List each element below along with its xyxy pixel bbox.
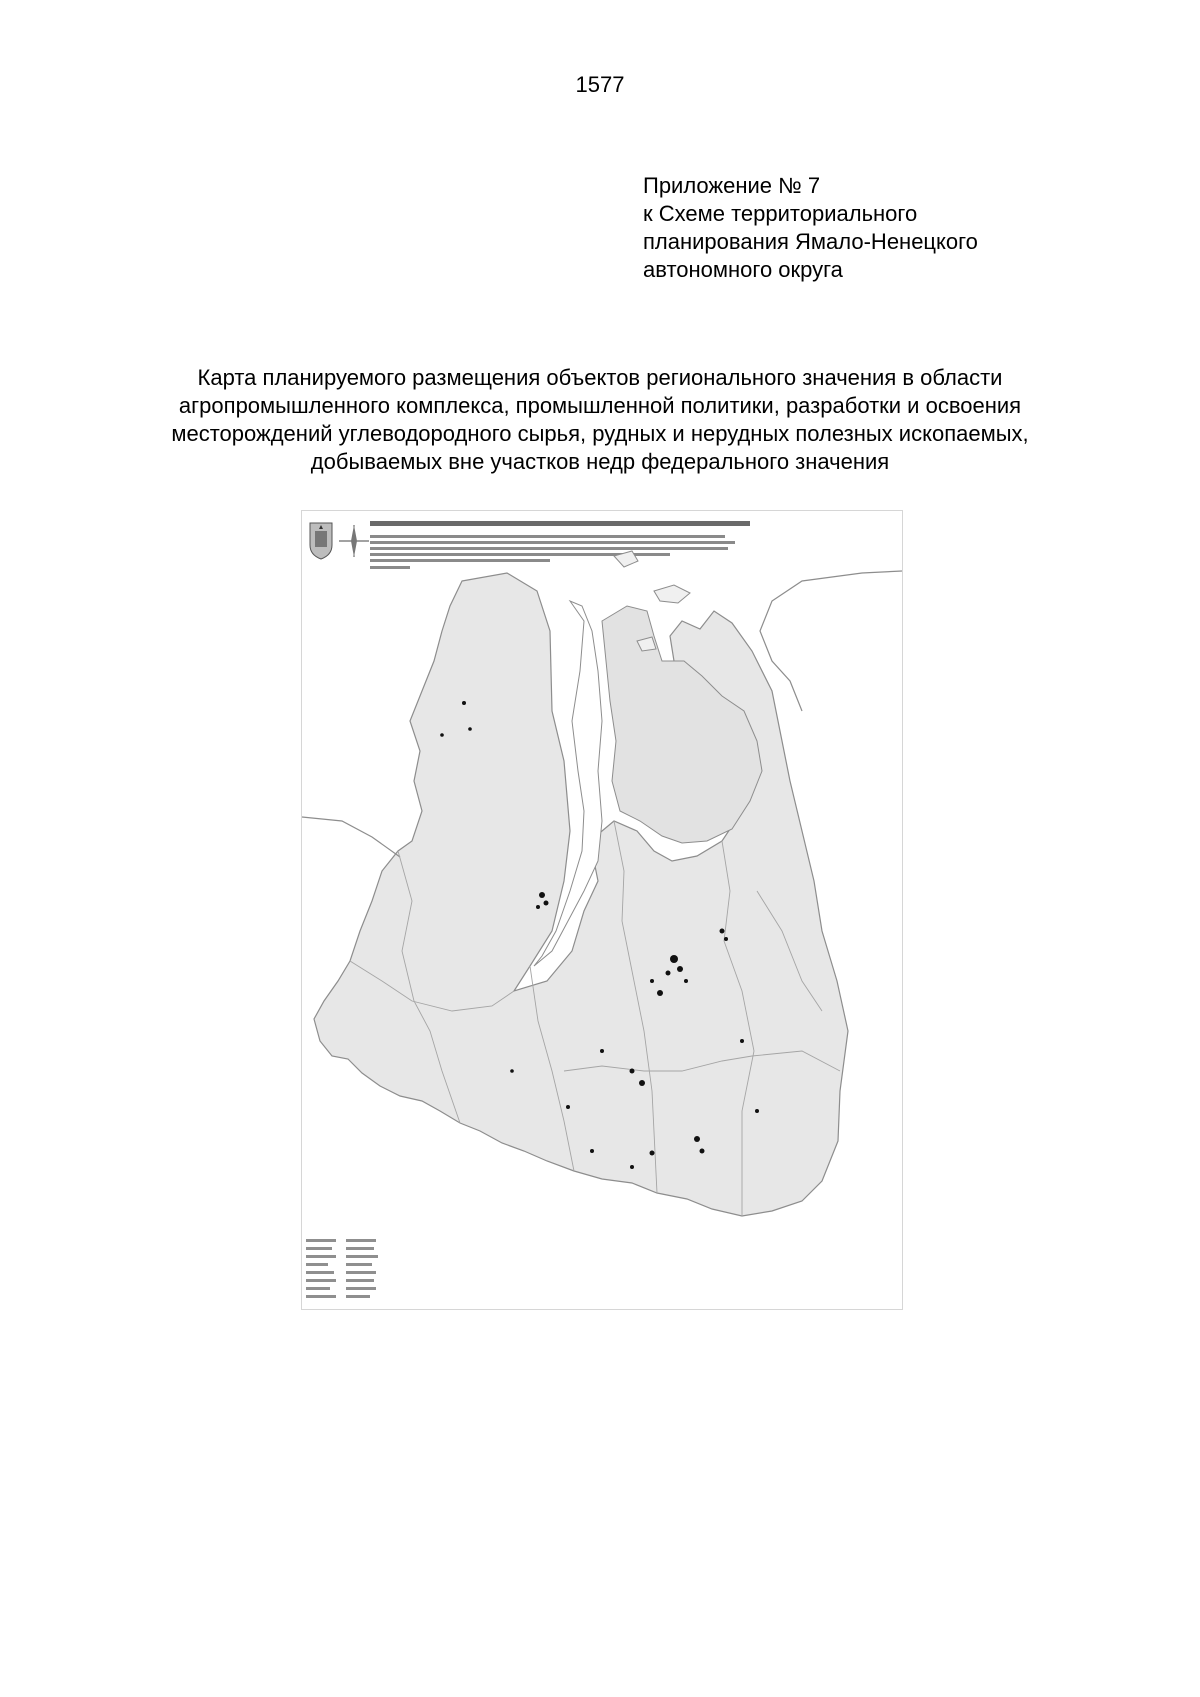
title-line: добываемых вне участков недр федерального значения (310, 449, 890, 474)
document-title (60, 364, 1140, 476)
eastern-coastline (760, 571, 902, 711)
western-boundary (302, 817, 400, 857)
island (654, 585, 690, 603)
map-header (370, 521, 750, 569)
page-number: 1577 (575, 72, 625, 97)
title-line: Карта планируемого размещения объектов регионального значения в области (197, 365, 1003, 390)
map-legend (306, 1239, 378, 1298)
appendix-line: Приложение № 7 (643, 173, 821, 198)
appendix-line: автономного округа (643, 257, 843, 282)
coat-of-arms-icon (310, 523, 332, 559)
title-line: агропромышленного комплекса, промышленной политики, разработки и освоения (178, 393, 1022, 418)
appendix-line: планирования Ямало-Ненецкого (643, 229, 978, 254)
compass-rose-icon (339, 525, 369, 557)
appendix-line: к Схеме территориального (643, 201, 918, 226)
appendix-note (643, 172, 978, 284)
territorial-planning-map (301, 510, 903, 1310)
title-line: месторождений углеводородного сырья, рудных и нерудных полезных ископаемых, (171, 421, 1029, 446)
